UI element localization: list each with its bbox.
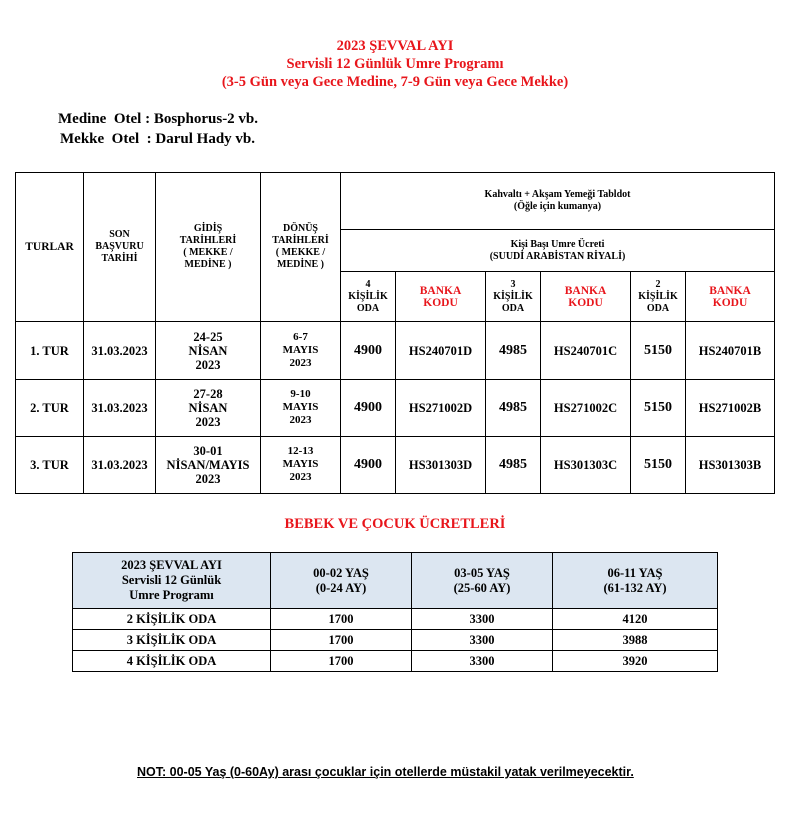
header-program: 2023 ŞEVVAL AYI Servisli 12 Günlük Umre Programı [73, 553, 271, 609]
bank-code-3: HS271002C [541, 379, 631, 436]
room-type: 4 KİŞİLİK ODA [73, 651, 271, 672]
page-title [0, 37, 790, 91]
header-son-basvuru: SON BAŞVURU TARİHİ [84, 173, 156, 322]
bank-code-2: HS301303B [686, 436, 775, 493]
title-line-2: Servisli 12 Günlük Umre Programı [286, 56, 504, 72]
price-age-3-5: 3300 [412, 651, 553, 672]
price-age-0-2: 1700 [271, 651, 412, 672]
price-4: 4900 [341, 436, 396, 493]
header-bank-code: BANKA KODU [396, 272, 486, 322]
table-row [16, 322, 775, 379]
tour-price-table [15, 172, 775, 494]
return-dates: 12-13 MAYIS 2023 [261, 436, 341, 493]
bank-code-4: HS240701D [396, 322, 486, 379]
price-3: 4985 [486, 436, 541, 493]
departure-dates: 27-28 NİSAN 2023 [156, 379, 261, 436]
departure-dates: 24-25 NİSAN 2023 [156, 322, 261, 379]
title-line-3: (3-5 Gün veya Gece Medine, 7-9 Gün veya Gece Mekke) [221, 74, 569, 90]
child-price-table [72, 552, 718, 672]
departure-dates: 30-01 NİSAN/MAYIS 2023 [156, 436, 261, 493]
footnote: NOT: 00-05 Yaş (0-60Ay) arası çocuklar için otellerde müstakil yatak verilmeyecektir. [137, 765, 634, 779]
deadline-date: 31.03.2023 [84, 379, 156, 436]
price-age-6-11: 4120 [553, 609, 718, 630]
room-type: 2 KİŞİLİK ODA [73, 609, 271, 630]
hotel-value: : Bosphorus-2 vb. [145, 111, 259, 127]
header-price: Kişi Başı Umre Ücreti (SUUDİ ARABİSTAN RİYALİ) [341, 230, 775, 272]
tour-name: 3. TUR [16, 436, 84, 493]
header-room-4: 4 KİŞİLİK ODA [341, 272, 396, 322]
child-section-title: BEBEK VE ÇOCUK ÜCRETLERİ [284, 516, 506, 532]
price-3: 4985 [486, 379, 541, 436]
room-type: 3 KİŞİLİK ODA [73, 630, 271, 651]
tour-name: 2. TUR [16, 379, 84, 436]
deadline-date: 31.03.2023 [84, 436, 156, 493]
header-donus: DÖNÜŞ TARİHLERİ ( MEKKE / MEDİNE ) [261, 173, 341, 322]
price-2: 5150 [631, 379, 686, 436]
hotel-label: Mekke Otel [60, 131, 140, 147]
price-4: 4900 [341, 379, 396, 436]
header-room-3: 3 KİŞİLİK ODA [486, 272, 541, 322]
bank-code-4: HS301303D [396, 436, 486, 493]
return-dates: 6-7 MAYIS 2023 [261, 322, 341, 379]
price-age-0-2: 1700 [271, 609, 412, 630]
price-4: 4900 [341, 322, 396, 379]
price-2: 5150 [631, 322, 686, 379]
title-line-1: 2023 ŞEVVAL AYI [336, 38, 454, 54]
price-2: 5150 [631, 436, 686, 493]
hotel-row-mekke [58, 129, 258, 149]
bank-code-3: HS240701C [541, 322, 631, 379]
table-row [73, 609, 718, 630]
header-bank-code: BANKA KODU [686, 272, 775, 322]
price-age-6-11: 3988 [553, 630, 718, 651]
price-age-3-5: 3300 [412, 609, 553, 630]
table-row [73, 630, 718, 651]
bank-code-2: HS271002B [686, 379, 775, 436]
header-meal-plan: Kahvaltı + Akşam Yemeği Tabldot (Öğle için kumanya) [341, 173, 775, 230]
bank-code-3: HS301303C [541, 436, 631, 493]
table-row [16, 436, 775, 493]
header-gidis: GİDİŞ TARİHLERİ ( MEKKE / MEDİNE ) [156, 173, 261, 322]
table-row [16, 379, 775, 436]
header-turlar: TURLAR [16, 173, 84, 322]
bank-code-2: HS240701B [686, 322, 775, 379]
price-age-6-11: 3920 [553, 651, 718, 672]
deadline-date: 31.03.2023 [84, 322, 156, 379]
bank-code-4: HS271002D [396, 379, 486, 436]
header-age-3-5: 03-05 YAŞ (25-60 AY) [412, 553, 553, 609]
price-3: 4985 [486, 322, 541, 379]
tour-name: 1. TUR [16, 322, 84, 379]
price-age-3-5: 3300 [412, 630, 553, 651]
hotel-info [58, 109, 258, 149]
price-age-0-2: 1700 [271, 630, 412, 651]
header-bank-code: BANKA KODU [541, 272, 631, 322]
return-dates: 9-10 MAYIS 2023 [261, 379, 341, 436]
hotel-value: : Darul Hady vb. [146, 131, 256, 147]
header-age-0-2: 00-02 YAŞ (0-24 AY) [271, 553, 412, 609]
header-age-6-11: 06-11 YAŞ (61-132 AY) [553, 553, 718, 609]
table-row [73, 651, 718, 672]
hotel-label: Medine Otel [58, 111, 142, 127]
hotel-row-medine [58, 109, 258, 129]
header-room-2: 2 KİŞİLİK ODA [631, 272, 686, 322]
